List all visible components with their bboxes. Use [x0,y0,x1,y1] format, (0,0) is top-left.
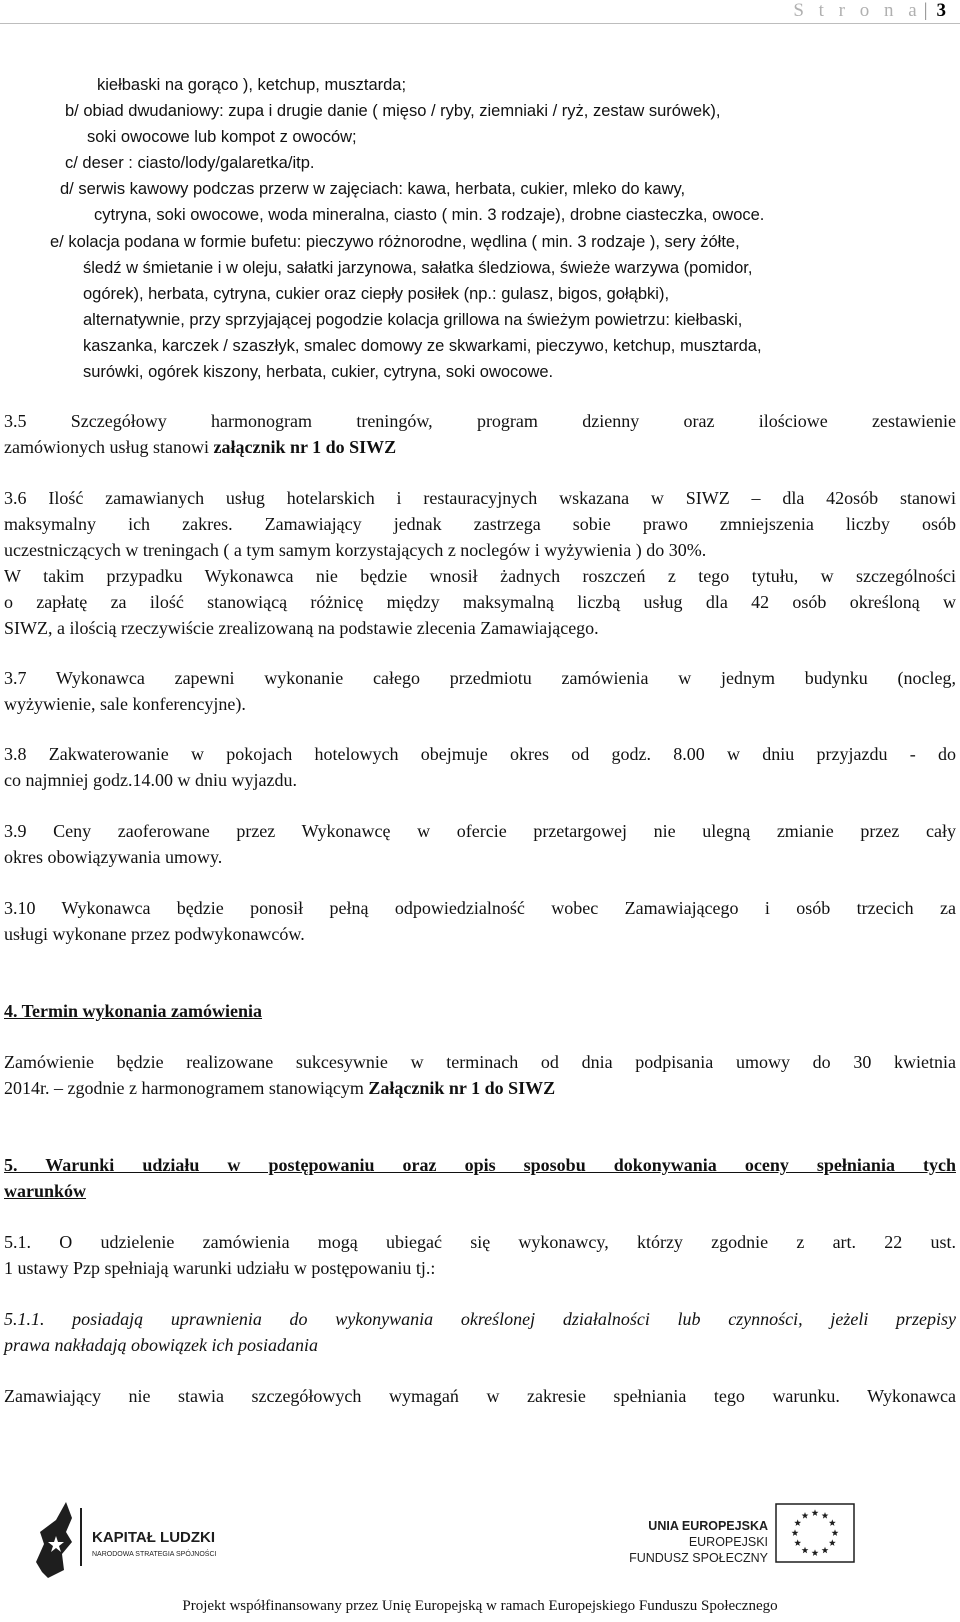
section-heading: warunków [4,1181,87,1201]
paragraph-line: o zapłatę za ilość stanowiącą różnicę między maksymalną liczbą usług dla 42 osób określoną w [4,592,956,612]
paragraph-line: co najmniej godz.14.00 w dniu wyjazdu. [4,770,297,790]
paragraph-line [4,1077,555,1099]
paragraph-line: 3.5 Szczegółowy harmonogram treningów, program dzienny oraz ilościowe zestawienie [4,411,956,431]
list-item: soki owocowe lub kompot z owoców; [87,128,357,146]
attachment-ref: załącznik nr 1 do SIWZ [213,437,397,457]
list-item: kaszanka, karczek / szaszłyk, smalec domowy ze skwarkami, pieczywo, ketchup, musztarda, [83,337,762,355]
kl-title: KAPITAŁ LUDZKI [92,1529,216,1546]
eu-line-1: UNIA EUROPEJSKA [648,1519,768,1533]
paragraph-line: Zamawiający nie stawia szczegółowych wymagań w zakresie spełniania tego warunku. Wykonawca [4,1386,956,1406]
paragraph-line: 5.1.1. posiadają uprawnienia do wykonywania określonej działalności lub czynności, jeżeli przepisy [4,1309,956,1329]
paragraph-line: wyżywienie, sale konferencyjne). [4,694,246,714]
list-item: śledź w śmietanie i w oleju, sałatki jarzynowa, sałatka śledziowa, świeże warzywa (pomidor, [83,259,753,277]
text: 2014r. – zgodnie z harmonogramem stanowiącym [4,1078,369,1098]
paragraph-line: okres obowiązywania umowy. [4,847,223,867]
paragraph-line: SIWZ, a ilością rzeczywiście zrealizowaną na podstawie zlecenia Zamawiającego. [4,618,599,638]
paragraph-line: 1 ustawy Pzp spełniają warunki udziału w postępowaniu tj.: [4,1258,436,1278]
list-item: ogórek), herbata, cytryna, cukier oraz ciepły posiłek (np.: gulasz, bigos, gołąbki), [83,285,670,303]
list-item: alternatywnie, przy sprzyjającej pogodzie kolacja grillowa na świeżym powietrzu: kiełbaski, [83,311,743,329]
kl-subtitle: NARODOWA STRATEGIA SPÓJNOŚCI [92,1551,217,1558]
paragraph-line: 3.9 Ceny zaoferowane przez Wykonawcę w ofercie przetargowej nie ulegną zmianie przez cały [4,821,956,841]
paragraph-line: maksymalny ich zakres. Zamawiający jednak zastrzega sobie prawo zmniejszenia liczby osób [4,514,956,534]
section-heading: 4. Termin wykonania zamówienia [4,1001,263,1021]
page-separator: | [923,0,933,21]
paragraph-line: usługi wykonane przez podwykonawców. [4,924,305,944]
paragraph-line: 5.1. O udzielenie zamówienia mogą ubiegać się wykonawcy, którzy zgodnie z art. 22 ust. [4,1232,956,1252]
logos-svg [0,1492,960,1602]
list-item: e/ kolacja podana w formie bufetu: pieczywo różnorodne, wędlina ( min. 3 rodzaje ), sery żółte, [50,233,740,251]
list-item: cytryna, soki owocowe, woda mineralna, ciasto ( min. 3 rodzaje), drobne ciasteczka, owoce. [94,206,765,224]
paragraph-line [4,436,396,458]
list-item: b/ obiad dwudaniowy: zupa i drugie danie ( mięso / ryby, ziemniaki / ryż, zestaw surówek), [65,102,721,120]
kapital-ludzki-logo [36,1502,217,1578]
list-item: d/ serwis kawowy podczas przerw w zajęciach: kawa, herbata, cukier, mleko do kawy, [60,180,686,198]
footer-logos [0,1492,960,1602]
paragraph-line: 3.7 Wykonawca zapewni wykonanie całego przedmiotu zamówienia w jednym budynku (nocleg, [4,668,956,688]
list-item: surówki, ogórek kiszony, herbata, cukier, cytryna, soki owocowe. [83,363,554,381]
paragraph-line: Zamówienie będzie realizowane sukcesywnie w terminach od dnia podpisania umowy do 30 kwietnia [4,1052,956,1072]
header-rule [0,23,960,24]
paragraph-line: uczestniczących w treningach ( a tym samym korzystających z noclegów i wyżywienia ) do 30%. [4,540,707,560]
list-item: c/ deser : ciasto/lody/galaretka/itp. [65,154,315,172]
page-number: 3 [936,0,946,21]
section-heading: 5. Warunki udziału w postępowaniu oraz opis sposobu dokonywania oceny spełniania tych [4,1155,956,1175]
list-item: kiełbaski na gorąco ), ketchup, musztarda; [97,76,407,94]
paragraph-line: 3.6 Ilość zamawianych usług hotelarskich i restauracyjnych wskazana w SIWZ – dla 42osób stanowi [4,488,956,508]
eu-line-2: EUROPEJSKI [688,1535,768,1549]
text: zamówionych usług stanowi [4,437,214,457]
paragraph-line: W takim przypadku Wykonawca nie będzie wnosił żadnych roszczeń z tego tytułu, w szczególności [4,566,956,586]
eu-line-3: FUNDUSZ SPOŁECZNY [629,1551,768,1565]
paragraph-line: 3.10 Wykonawca będzie ponosił pełną odpowiedzialność wobec Zamawiającego i osób trzecich za [4,898,956,918]
page-label: S t r o n a [793,0,922,21]
paragraph-line: 3.8 Zakwaterowanie w pokojach hotelowych obejmuje okres od godz. 8.00 w dniu przyjazdu - do [4,744,956,764]
attachment-ref: Załącznik nr 1 do SIWZ [368,1078,556,1098]
footer-text: Projekt współfinansowany przez Unię Europejską w ramach Europejskiego Funduszu Społecznego [182,1598,778,1614]
eu-logo [629,1504,854,1565]
paragraph-line: prawa nakładają obowiązek ich posiadania [4,1335,318,1355]
